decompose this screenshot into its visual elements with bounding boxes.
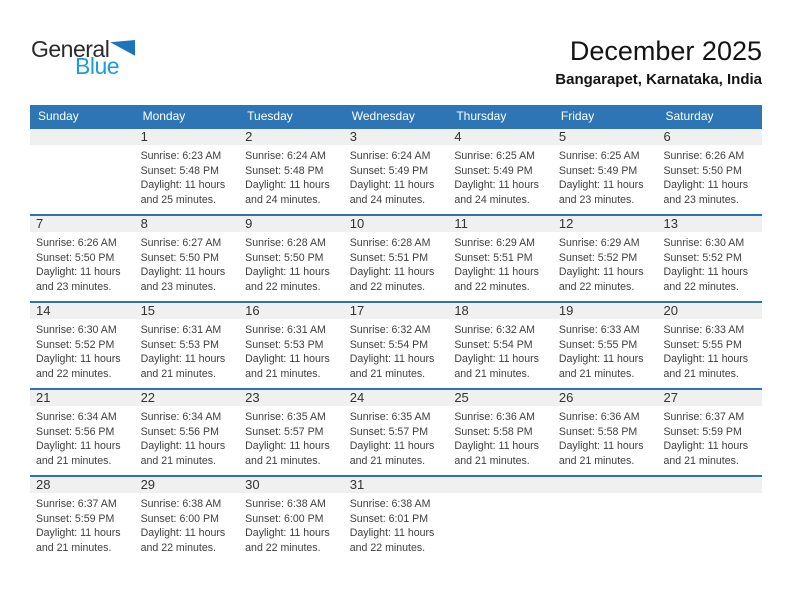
day-info-line: and 22 minutes.: [140, 541, 216, 554]
day-info-line: Sunrise: 6:26 AM: [36, 237, 117, 249]
day-info-line: Sunrise: 6:27 AM: [140, 237, 222, 249]
day-number: 5: [553, 129, 658, 145]
day-info: [553, 319, 658, 381]
day-info: [448, 145, 553, 207]
day-info-line: Daylight: 11 hours: [349, 440, 435, 453]
day-info-line: Daylight: 11 hours: [36, 266, 121, 279]
day-info-line: Daylight: 11 hours: [663, 179, 749, 192]
day-info-line: Sunset: 5:51 PM: [349, 251, 429, 264]
day-info-line: Sunset: 5:58 PM: [454, 425, 533, 438]
day-info-line: Sunrise: 6:37 AM: [36, 498, 117, 510]
day-number: 23: [239, 390, 344, 406]
day-info-line: and 21 minutes.: [454, 367, 530, 380]
day-info-line: and 22 minutes.: [454, 280, 530, 293]
day-info: [553, 145, 658, 207]
calendar-day-cell: [657, 129, 762, 214]
day-info-line: Sunrise: 6:36 AM: [454, 411, 535, 423]
day-number: [448, 477, 553, 493]
calendar-day-cell: [239, 303, 344, 388]
day-info: [135, 232, 240, 294]
day-number: 8: [135, 216, 240, 232]
day-info-line: Daylight: 11 hours: [558, 353, 644, 366]
day-info-line: Sunrise: 6:31 AM: [245, 324, 326, 336]
day-info-line: Daylight: 11 hours: [454, 353, 539, 366]
day-info-line: and 21 minutes.: [558, 367, 635, 380]
day-number: 27: [657, 390, 762, 406]
calendar-day-cell: [30, 303, 135, 388]
day-info-line: Sunrise: 6:23 AM: [140, 150, 222, 162]
week-row: [30, 214, 762, 301]
day-info-line: Sunset: 5:49 PM: [454, 164, 533, 177]
day-info-line: Sunrise: 6:33 AM: [663, 324, 745, 336]
day-info-line: Sunrise: 6:28 AM: [349, 237, 431, 249]
calendar-day-cell: [657, 390, 762, 475]
day-info: [135, 493, 240, 555]
day-info-line: Daylight: 11 hours: [140, 440, 226, 453]
day-info-line: and 22 minutes.: [349, 541, 426, 554]
day-info-line: Daylight: 11 hours: [663, 266, 749, 279]
day-info-line: Sunrise: 6:25 AM: [454, 150, 535, 162]
day-info: [448, 493, 553, 497]
day-info-line: Daylight: 11 hours: [558, 179, 644, 192]
day-number: 19: [553, 303, 658, 319]
day-info-line: Daylight: 11 hours: [140, 353, 226, 366]
day-header-monday: Monday: [142, 109, 186, 123]
day-info: [30, 319, 135, 381]
day-info-line: Daylight: 11 hours: [36, 527, 121, 540]
day-info: [135, 406, 240, 468]
day-info-line: Sunset: 5:55 PM: [663, 338, 742, 351]
day-info-line: Sunrise: 6:29 AM: [558, 237, 640, 249]
day-info-line: Sunset: 5:48 PM: [245, 164, 324, 177]
day-info: [657, 406, 762, 468]
day-header-saturday: Saturday: [665, 109, 714, 123]
calendar-day-cell: [553, 129, 658, 214]
day-info-line: Sunrise: 6:38 AM: [245, 498, 326, 510]
day-info-line: Sunrise: 6:34 AM: [36, 411, 117, 423]
day-info-line: Sunset: 5:48 PM: [140, 164, 219, 177]
day-info-line: Sunrise: 6:25 AM: [558, 150, 640, 162]
day-info-line: Sunset: 5:56 PM: [140, 425, 219, 438]
calendar-grid: [30, 105, 762, 562]
day-info: [448, 406, 553, 468]
day-info-line: Sunrise: 6:24 AM: [349, 150, 431, 162]
day-number: [30, 129, 135, 145]
calendar-day-cell: [344, 390, 449, 475]
calendar-day-cell: [135, 303, 240, 388]
day-number: 30: [239, 477, 344, 493]
calendar-day-cell: [344, 129, 449, 214]
calendar-day-cell: [30, 390, 135, 475]
day-info-line: Sunset: 5:50 PM: [663, 164, 742, 177]
month-title: December 2025: [569, 36, 762, 66]
day-info-line: and 21 minutes.: [663, 454, 739, 467]
day-info: [30, 406, 135, 468]
day-info-line: Sunrise: 6:37 AM: [663, 411, 745, 423]
day-number: 1: [135, 129, 240, 145]
calendar-day-cell: [135, 390, 240, 475]
day-info-line: Daylight: 11 hours: [454, 440, 539, 453]
day-info-line: Sunrise: 6:34 AM: [140, 411, 222, 423]
day-info-line: Sunset: 5:53 PM: [140, 338, 219, 351]
day-info: [30, 232, 135, 294]
day-number: 25: [448, 390, 553, 406]
day-number: 16: [239, 303, 344, 319]
day-info-line: and 21 minutes.: [349, 367, 426, 380]
day-info-line: Sunrise: 6:26 AM: [663, 150, 745, 162]
day-info-line: Sunset: 6:00 PM: [245, 512, 324, 525]
day-number: 21: [30, 390, 135, 406]
day-info-line: Daylight: 11 hours: [454, 179, 539, 192]
day-number: 4: [448, 129, 553, 145]
day-number: 20: [657, 303, 762, 319]
day-of-week-header-row: [30, 105, 762, 127]
calendar-day-cell-empty: [553, 477, 658, 562]
day-number: 9: [239, 216, 344, 232]
day-number: 12: [553, 216, 658, 232]
day-info-line: Sunset: 5:52 PM: [558, 251, 638, 264]
calendar-day-cell: [239, 477, 344, 562]
day-info-line: Sunrise: 6:30 AM: [36, 324, 117, 336]
day-info: [30, 493, 135, 555]
calendar-day-cell: [344, 477, 449, 562]
day-info-line: Sunset: 6:00 PM: [140, 512, 219, 525]
day-info-line: Daylight: 11 hours: [245, 353, 330, 366]
day-info: [448, 232, 553, 294]
day-info-line: Sunset: 5:49 PM: [558, 164, 638, 177]
day-info: [657, 232, 762, 294]
day-number: 17: [344, 303, 449, 319]
calendar-day-cell: [448, 303, 553, 388]
day-number: 6: [657, 129, 762, 145]
day-info-line: Daylight: 11 hours: [245, 440, 330, 453]
day-info-line: Sunset: 5:58 PM: [558, 425, 638, 438]
day-header-thursday: Thursday: [456, 109, 507, 123]
day-info-line: and 23 minutes.: [558, 193, 635, 206]
day-info: [135, 145, 240, 207]
day-number: 3: [344, 129, 449, 145]
day-info: [30, 145, 135, 149]
day-info-line: Sunrise: 6:32 AM: [454, 324, 535, 336]
day-info-line: Sunset: 5:56 PM: [36, 425, 115, 438]
day-info-line: Daylight: 11 hours: [36, 440, 121, 453]
day-number: 28: [30, 477, 135, 493]
calendar-day-cell: [448, 216, 553, 301]
day-info-line: Sunset: 5:54 PM: [454, 338, 533, 351]
day-info-line: Daylight: 11 hours: [140, 266, 226, 279]
day-info-line: Daylight: 11 hours: [245, 266, 330, 279]
day-header-sunday: Sunday: [38, 109, 79, 123]
day-number: 29: [135, 477, 240, 493]
day-info: [657, 319, 762, 381]
calendar-day-cell: [344, 216, 449, 301]
day-info-line: and 22 minutes.: [558, 280, 635, 293]
calendar-day-cell: [553, 390, 658, 475]
day-info-line: and 21 minutes.: [349, 454, 426, 467]
calendar-day-cell: [239, 129, 344, 214]
day-info-line: and 24 minutes.: [245, 193, 321, 206]
day-number: 22: [135, 390, 240, 406]
day-info-line: Sunrise: 6:36 AM: [558, 411, 640, 423]
week-row: [30, 127, 762, 214]
day-info-line: and 24 minutes.: [454, 193, 530, 206]
day-number: 31: [344, 477, 449, 493]
calendar-day-cell: [657, 303, 762, 388]
calendar-day-cell-empty: [657, 477, 762, 562]
day-info-line: and 22 minutes.: [36, 367, 112, 380]
day-info: [344, 406, 449, 468]
location-subtitle: Bangarapet, Karnataka, India: [555, 71, 762, 88]
day-info: [135, 319, 240, 381]
day-info-line: Daylight: 11 hours: [663, 353, 749, 366]
week-row: [30, 301, 762, 388]
day-info-line: Sunset: 5:57 PM: [245, 425, 324, 438]
day-number: 11: [448, 216, 553, 232]
day-info-line: Sunset: 5:54 PM: [349, 338, 429, 351]
day-number: [553, 477, 658, 493]
day-info-line: Daylight: 11 hours: [140, 179, 226, 192]
day-info-line: Sunrise: 6:30 AM: [663, 237, 745, 249]
day-info-line: Sunset: 6:01 PM: [349, 512, 429, 525]
day-info-line: Daylight: 11 hours: [349, 353, 435, 366]
day-info-line: Daylight: 11 hours: [349, 266, 435, 279]
day-info-line: Daylight: 11 hours: [558, 440, 644, 453]
logo-text-general: General: [31, 36, 110, 62]
day-info: [553, 493, 658, 497]
week-row: [30, 475, 762, 562]
day-info-line: Daylight: 11 hours: [454, 266, 539, 279]
day-info-line: and 21 minutes.: [140, 454, 216, 467]
day-info-line: Sunset: 5:50 PM: [36, 251, 115, 264]
day-info-line: Sunset: 5:52 PM: [663, 251, 742, 264]
calendar-day-cell: [448, 390, 553, 475]
day-info-line: Sunset: 5:53 PM: [245, 338, 324, 351]
day-number: [657, 477, 762, 493]
day-info-line: Sunset: 5:57 PM: [349, 425, 429, 438]
day-info-line: Sunrise: 6:38 AM: [140, 498, 222, 510]
calendar-day-cell: [553, 303, 658, 388]
day-info-line: Daylight: 11 hours: [663, 440, 749, 453]
calendar-day-cell: [448, 129, 553, 214]
day-info-line: Sunset: 5:50 PM: [245, 251, 324, 264]
day-number: 24: [344, 390, 449, 406]
day-info-line: and 23 minutes.: [140, 280, 216, 293]
calendar-day-cell: [30, 477, 135, 562]
day-info-line: Sunrise: 6:31 AM: [140, 324, 222, 336]
day-info: [239, 406, 344, 468]
day-number: 2: [239, 129, 344, 145]
day-header-wednesday: Wednesday: [351, 109, 415, 123]
calendar-day-cell: [344, 303, 449, 388]
day-number: 26: [553, 390, 658, 406]
day-header-tuesday: Tuesday: [247, 109, 293, 123]
day-info-line: and 21 minutes.: [558, 454, 635, 467]
day-number: 14: [30, 303, 135, 319]
day-info-line: Daylight: 11 hours: [140, 527, 226, 540]
calendar-day-cell-empty: [448, 477, 553, 562]
day-info-line: Sunrise: 6:38 AM: [349, 498, 431, 510]
day-number: 13: [657, 216, 762, 232]
day-info-line: Sunset: 5:59 PM: [663, 425, 742, 438]
calendar-day-cell: [135, 129, 240, 214]
week-row: [30, 388, 762, 475]
calendar-day-cell: [239, 216, 344, 301]
day-number: 15: [135, 303, 240, 319]
day-info-line: and 21 minutes.: [454, 454, 530, 467]
day-info-line: and 25 minutes.: [140, 193, 216, 206]
day-info: [239, 493, 344, 555]
day-info-line: and 21 minutes.: [663, 367, 739, 380]
general-blue-logo: [31, 36, 135, 79]
day-info-line: and 22 minutes.: [663, 280, 739, 293]
day-number: 10: [344, 216, 449, 232]
day-info-line: Sunrise: 6:32 AM: [349, 324, 431, 336]
day-info-line: Sunset: 5:59 PM: [36, 512, 115, 525]
day-info-line: Sunrise: 6:29 AM: [454, 237, 535, 249]
day-info-line: and 22 minutes.: [245, 541, 321, 554]
day-info: [553, 232, 658, 294]
calendar-day-cell: [135, 477, 240, 562]
day-info: [239, 319, 344, 381]
day-info-line: Daylight: 11 hours: [349, 179, 435, 192]
day-info-line: Daylight: 11 hours: [245, 527, 330, 540]
day-info-line: Sunset: 5:50 PM: [140, 251, 219, 264]
day-info-line: and 21 minutes.: [36, 454, 112, 467]
day-info-line: Sunrise: 6:35 AM: [245, 411, 326, 423]
day-number: 7: [30, 216, 135, 232]
calendar-day-cell: [135, 216, 240, 301]
day-info: [344, 145, 449, 207]
day-info-line: and 23 minutes.: [36, 280, 112, 293]
day-info-line: and 24 minutes.: [349, 193, 426, 206]
day-info-line: Sunrise: 6:24 AM: [245, 150, 326, 162]
day-info-line: and 21 minutes.: [140, 367, 216, 380]
day-info-line: Daylight: 11 hours: [36, 353, 121, 366]
day-info: [239, 232, 344, 294]
calendar-day-cell: [553, 216, 658, 301]
day-info-line: Sunset: 5:55 PM: [558, 338, 638, 351]
day-info-line: and 21 minutes.: [36, 541, 112, 554]
day-info: [553, 406, 658, 468]
calendar-day-cell: [657, 216, 762, 301]
day-info: [657, 493, 762, 497]
day-info-line: Sunrise: 6:28 AM: [245, 237, 326, 249]
day-info-line: Daylight: 11 hours: [349, 527, 435, 540]
day-info-line: and 23 minutes.: [663, 193, 739, 206]
day-info-line: Sunset: 5:52 PM: [36, 338, 115, 351]
logo-text-blue: Blue: [75, 53, 120, 79]
day-info-line: Sunrise: 6:35 AM: [349, 411, 431, 423]
day-info-line: Daylight: 11 hours: [245, 179, 330, 192]
day-info-line: and 21 minutes.: [245, 454, 321, 467]
day-info: [239, 145, 344, 207]
calendar-day-cell: [30, 216, 135, 301]
day-info-line: Sunrise: 6:33 AM: [558, 324, 640, 336]
day-info: [657, 145, 762, 207]
day-info-line: Sunset: 5:51 PM: [454, 251, 533, 264]
day-info: [344, 232, 449, 294]
calendar-day-cell-empty: [30, 129, 135, 214]
day-info: [344, 319, 449, 381]
day-info-line: Sunset: 5:49 PM: [349, 164, 429, 177]
day-info-line: and 22 minutes.: [349, 280, 426, 293]
day-number: 18: [448, 303, 553, 319]
day-info-line: Daylight: 11 hours: [558, 266, 644, 279]
day-info-line: and 22 minutes.: [245, 280, 321, 293]
day-info: [344, 493, 449, 555]
day-info-line: and 21 minutes.: [245, 367, 321, 380]
calendar-day-cell: [239, 390, 344, 475]
day-info: [448, 319, 553, 381]
title-block: [555, 36, 762, 89]
day-header-friday: Friday: [560, 109, 595, 123]
